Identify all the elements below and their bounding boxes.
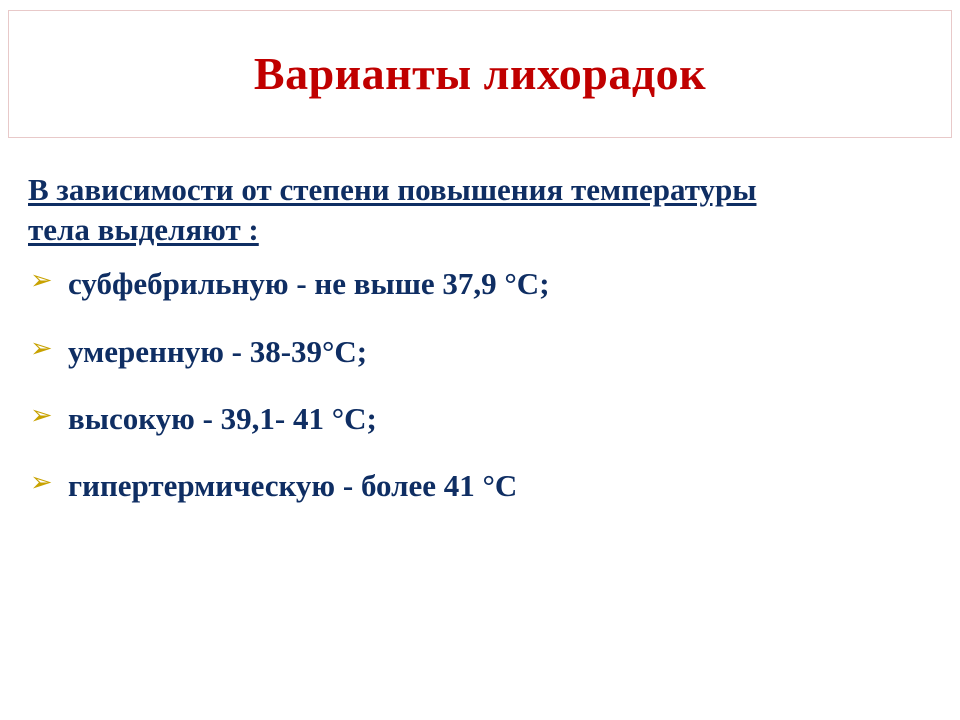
list-item-label: субфебрильную - не выше 37,9 °C; [68, 266, 550, 302]
list-item [28, 265, 938, 302]
page-title: Варианты лихорадок [253, 47, 707, 99]
arrow-bullet-icon: ➢ [30, 332, 53, 364]
bullet-list [28, 265, 938, 504]
arrow-bullet-icon: ➢ [30, 399, 53, 431]
list-item-label: высокую - 39,1- 41 °C; [68, 400, 377, 436]
arrow-bullet-icon: ➢ [30, 466, 53, 498]
arrow-bullet-icon: ➢ [30, 265, 53, 297]
list-item [28, 400, 938, 437]
lead-paragraph: В зависимости от степени повышения температуры тела выделяют : [28, 172, 757, 247]
list-item [28, 467, 938, 504]
list-item [28, 333, 938, 370]
slide-body [28, 170, 938, 534]
title-box [8, 10, 952, 138]
list-item-label: умеренную - 38-39°C; [68, 333, 368, 369]
list-item-label: гипертермическую - более 41 °C [68, 467, 518, 503]
